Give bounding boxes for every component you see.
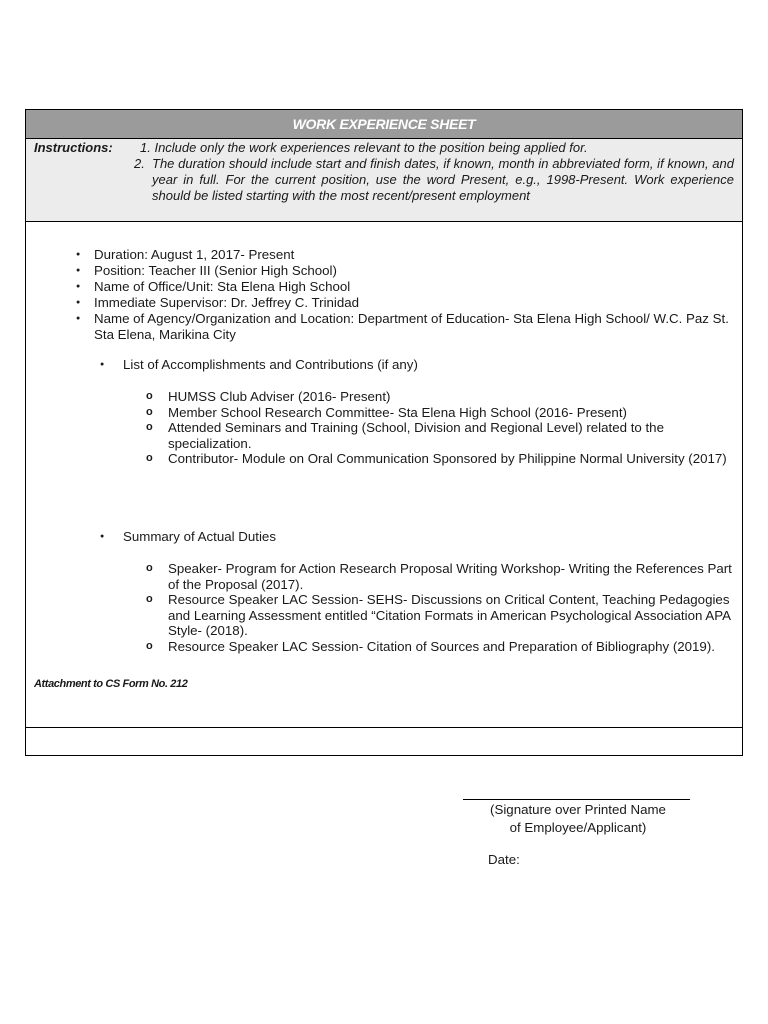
bullet-icon: ●: [100, 361, 105, 368]
detail-office: ● Name of Office/Unit: Sta Elena High School: [74, 279, 739, 295]
instructions-label: Instructions:: [34, 140, 113, 155]
bullet-icon: ●: [100, 533, 105, 540]
duty-item: o Resource Speaker LAC Session- SEHS- Discussions on Critical Content, Teaching Pedagogies and Learning Assessment entitled “Citation Formats in American Psychological Association APA Style- (2018).: [146, 592, 736, 639]
detail-duration: ● Duration: August 1, 2017- Present: [74, 247, 739, 263]
attachment-note: Attachment to CS Form No. 212: [34, 678, 188, 690]
work-experience-sheet: [25, 109, 743, 756]
accomplishment-item: o HUMSS Club Adviser (2016- Present): [146, 389, 736, 405]
detail-position: ● Position: Teacher III (Senior High School): [74, 263, 739, 279]
details-list: [74, 247, 739, 343]
detail-agency: ● Name of Agency/Organization and Location: Department of Education- Sta Elena High School/ W.C. Paz St. Sta Elena, Marikina City: [74, 311, 739, 343]
accomplishment-item: o Member School Research Committee- Sta Elena High School (2016- Present): [146, 405, 736, 421]
detail-supervisor: ● Immediate Supervisor: Dr. Jeffrey C. Trinidad: [74, 295, 739, 311]
signature-line: [463, 799, 690, 800]
instruction-item-1: 1. Include only the work experiences relevant to the position being applied for.: [140, 140, 588, 155]
sheet-title: WORK EXPERIENCE SHEET: [26, 110, 742, 139]
instructions-box: [26, 139, 742, 222]
accomplishments-list: [146, 389, 736, 467]
signature-caption-line-1: (Signature over Printed Name: [490, 802, 666, 817]
instruction-item-2-text: The duration should include start and finish dates, if known, month in abbreviated form, if known, and year in full. For the current position, use the word Present, e.g., 1998-Present. Work experience should be listed starting with the most recent/present employment: [152, 156, 734, 203]
accomplishment-item: o Contributor- Module on Oral Communication Sponsored by Philippine Normal University (2017): [146, 451, 736, 467]
accomplishment-item: o Attended Seminars and Training (School, Division and Regional Level) related to the specialization.: [146, 420, 736, 451]
duties-heading: Summary of Actual Duties: [123, 529, 276, 544]
date-label: Date:: [488, 852, 520, 867]
duties-list: [146, 561, 736, 654]
signature-caption: [478, 801, 678, 837]
signature-caption-line-2: of Employee/Applicant): [509, 820, 647, 835]
instruction-item-2-number: 2.: [134, 156, 145, 171]
duty-item: o Resource Speaker LAC Session- Citation of Sources and Preparation of Bibliography (2019).: [146, 639, 736, 655]
duty-item: o Speaker- Program for Action Research Proposal Writing Workshop- Writing the References Part of the Proposal (2017).: [146, 561, 736, 592]
duties-heading-row: [100, 529, 740, 545]
instruction-item-2: [134, 156, 734, 204]
accomplishments-heading: List of Accomplishments and Contributions (if any): [123, 357, 418, 372]
accomplishments-heading-row: [100, 357, 740, 373]
experience-body: [26, 222, 742, 728]
